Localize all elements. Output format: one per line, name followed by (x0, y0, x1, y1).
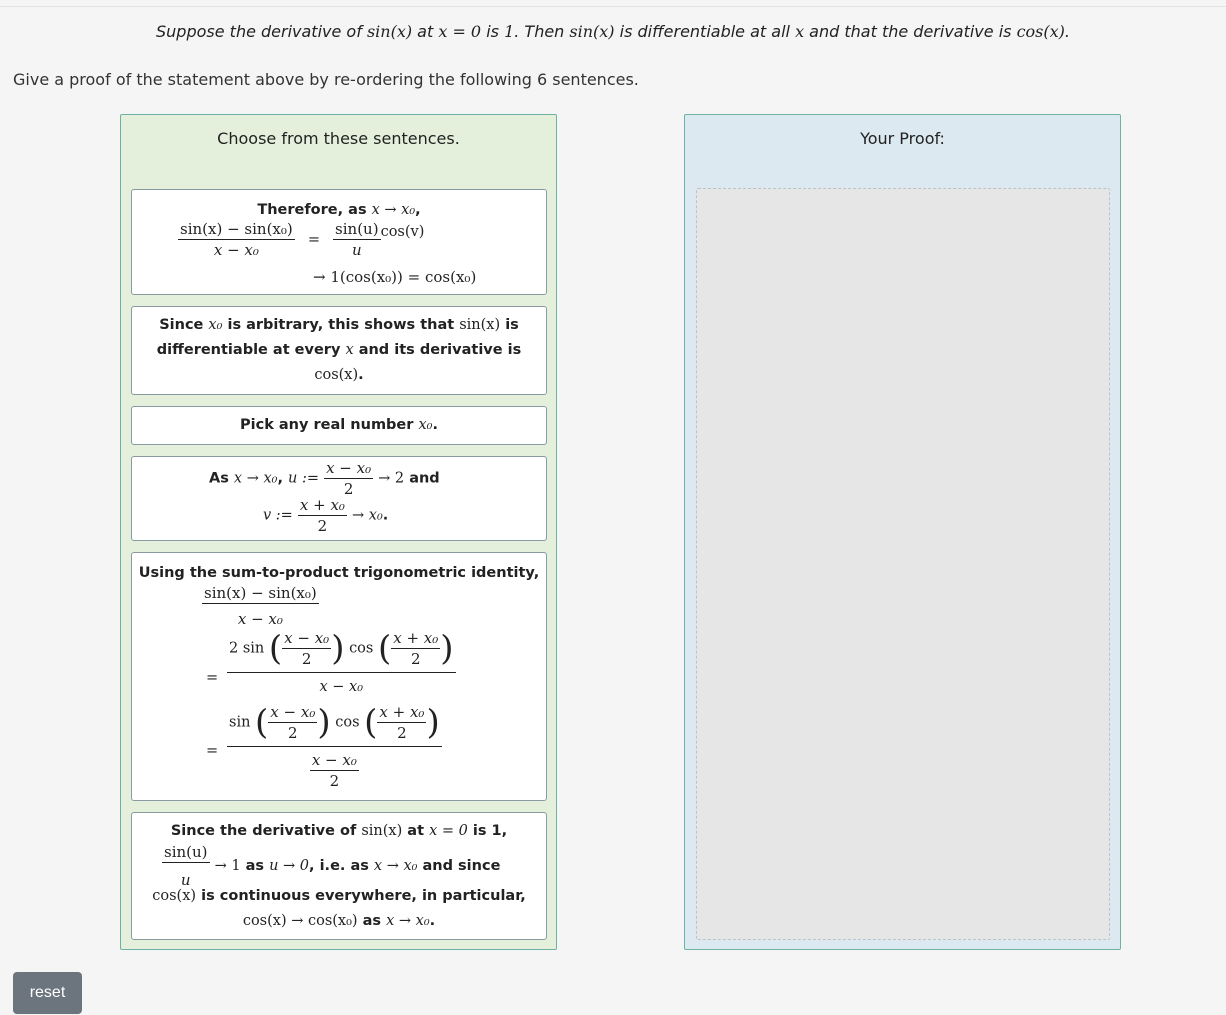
card1-line3: → 1(cos(x₀)) = cos(x₀) (313, 268, 477, 286)
proof-panel (684, 114, 1121, 950)
top-divider (0, 6, 1226, 7)
card1-equation: $\frac{\text{sin(x) − sin(x₀)}}{\text{x − x₀}}$ = $\frac{\sin(u)}{u}$ cos(v) (180, 220, 425, 259)
sentence-card-2[interactable] (131, 306, 547, 395)
sentence-card-6[interactable] (131, 812, 547, 940)
proof-panel-title: Your Proof: (860, 129, 945, 148)
card6-line1: Since the derivative of sin(x) at x = 0 is 1, (170, 823, 508, 839)
instructions: Give a proof of the statement above by re-ordering the following 6 sentences. (13, 70, 639, 89)
card5-eq2: = (206, 743, 219, 759)
card5-line1: Using the sum-to-product trigonometric identity, (138, 565, 540, 581)
card6-line4: cos(x) → cos(x₀) as x → x₀. (242, 913, 436, 929)
card1-line1: Therefore, as x → x₀, (257, 202, 421, 218)
card4-line2: v := $\frac{\text{x + x₀}}{2}$ → x₀. (263, 496, 389, 535)
sentence-card-3[interactable] (131, 406, 547, 445)
card6-line2: $\frac{\sin(u)}{u}$ → 1 as u → 0, i.e. as x → x₀ and since (164, 843, 501, 889)
choose-panel[interactable] (120, 114, 557, 950)
sentence-card-4[interactable] (131, 456, 547, 541)
card2-line1: Since x₀ is arbitrary, this shows that sin(x) is (159, 317, 519, 333)
problem-statement: Suppose the derivative of sin(x) at x = 0 is 1. Then sin(x) is differentiable at all x and that the derivative is cos(x). (156, 22, 1070, 41)
choose-panel-title: Choose from these sentences. (217, 129, 460, 148)
card5-eq1: = (206, 670, 219, 686)
card2-line3: cos(x). (314, 367, 364, 383)
reset-button[interactable]: reset (13, 972, 82, 1014)
card4-line1: As x → x₀, u := $\frac{\text{x − x₀}}{2}$ → 2 and (209, 459, 440, 498)
sentence-card-1[interactable] (131, 189, 547, 295)
card5-fraction-2: sin ( $\frac{\text{x − x₀}}{2}$ ) cos ( $\frac{\text{x + x₀}}{2}$ ) $\frac{\text{x − x₀}}{2}$ (229, 702, 440, 790)
card5-fraction-1: 2 sin ( $\frac{\text{x − x₀}}{2}$ ) cos ( $\frac{\text{x + x₀}}{2}$ ) x − x₀ (229, 628, 454, 695)
sentence-card-5[interactable] (131, 552, 547, 801)
card2-line2: differentiable at every x and its derivative is (156, 342, 522, 358)
card3-line1: Pick any real number x₀. (240, 417, 438, 433)
card5-top-fraction: $\frac{\text{sin(x) − sin(x₀)}}{\text{x − x₀}}$ (204, 584, 317, 628)
proof-dropzone[interactable] (696, 188, 1110, 940)
card6-line3: cos(x) is continuous everywhere, in particular, (152, 888, 526, 904)
